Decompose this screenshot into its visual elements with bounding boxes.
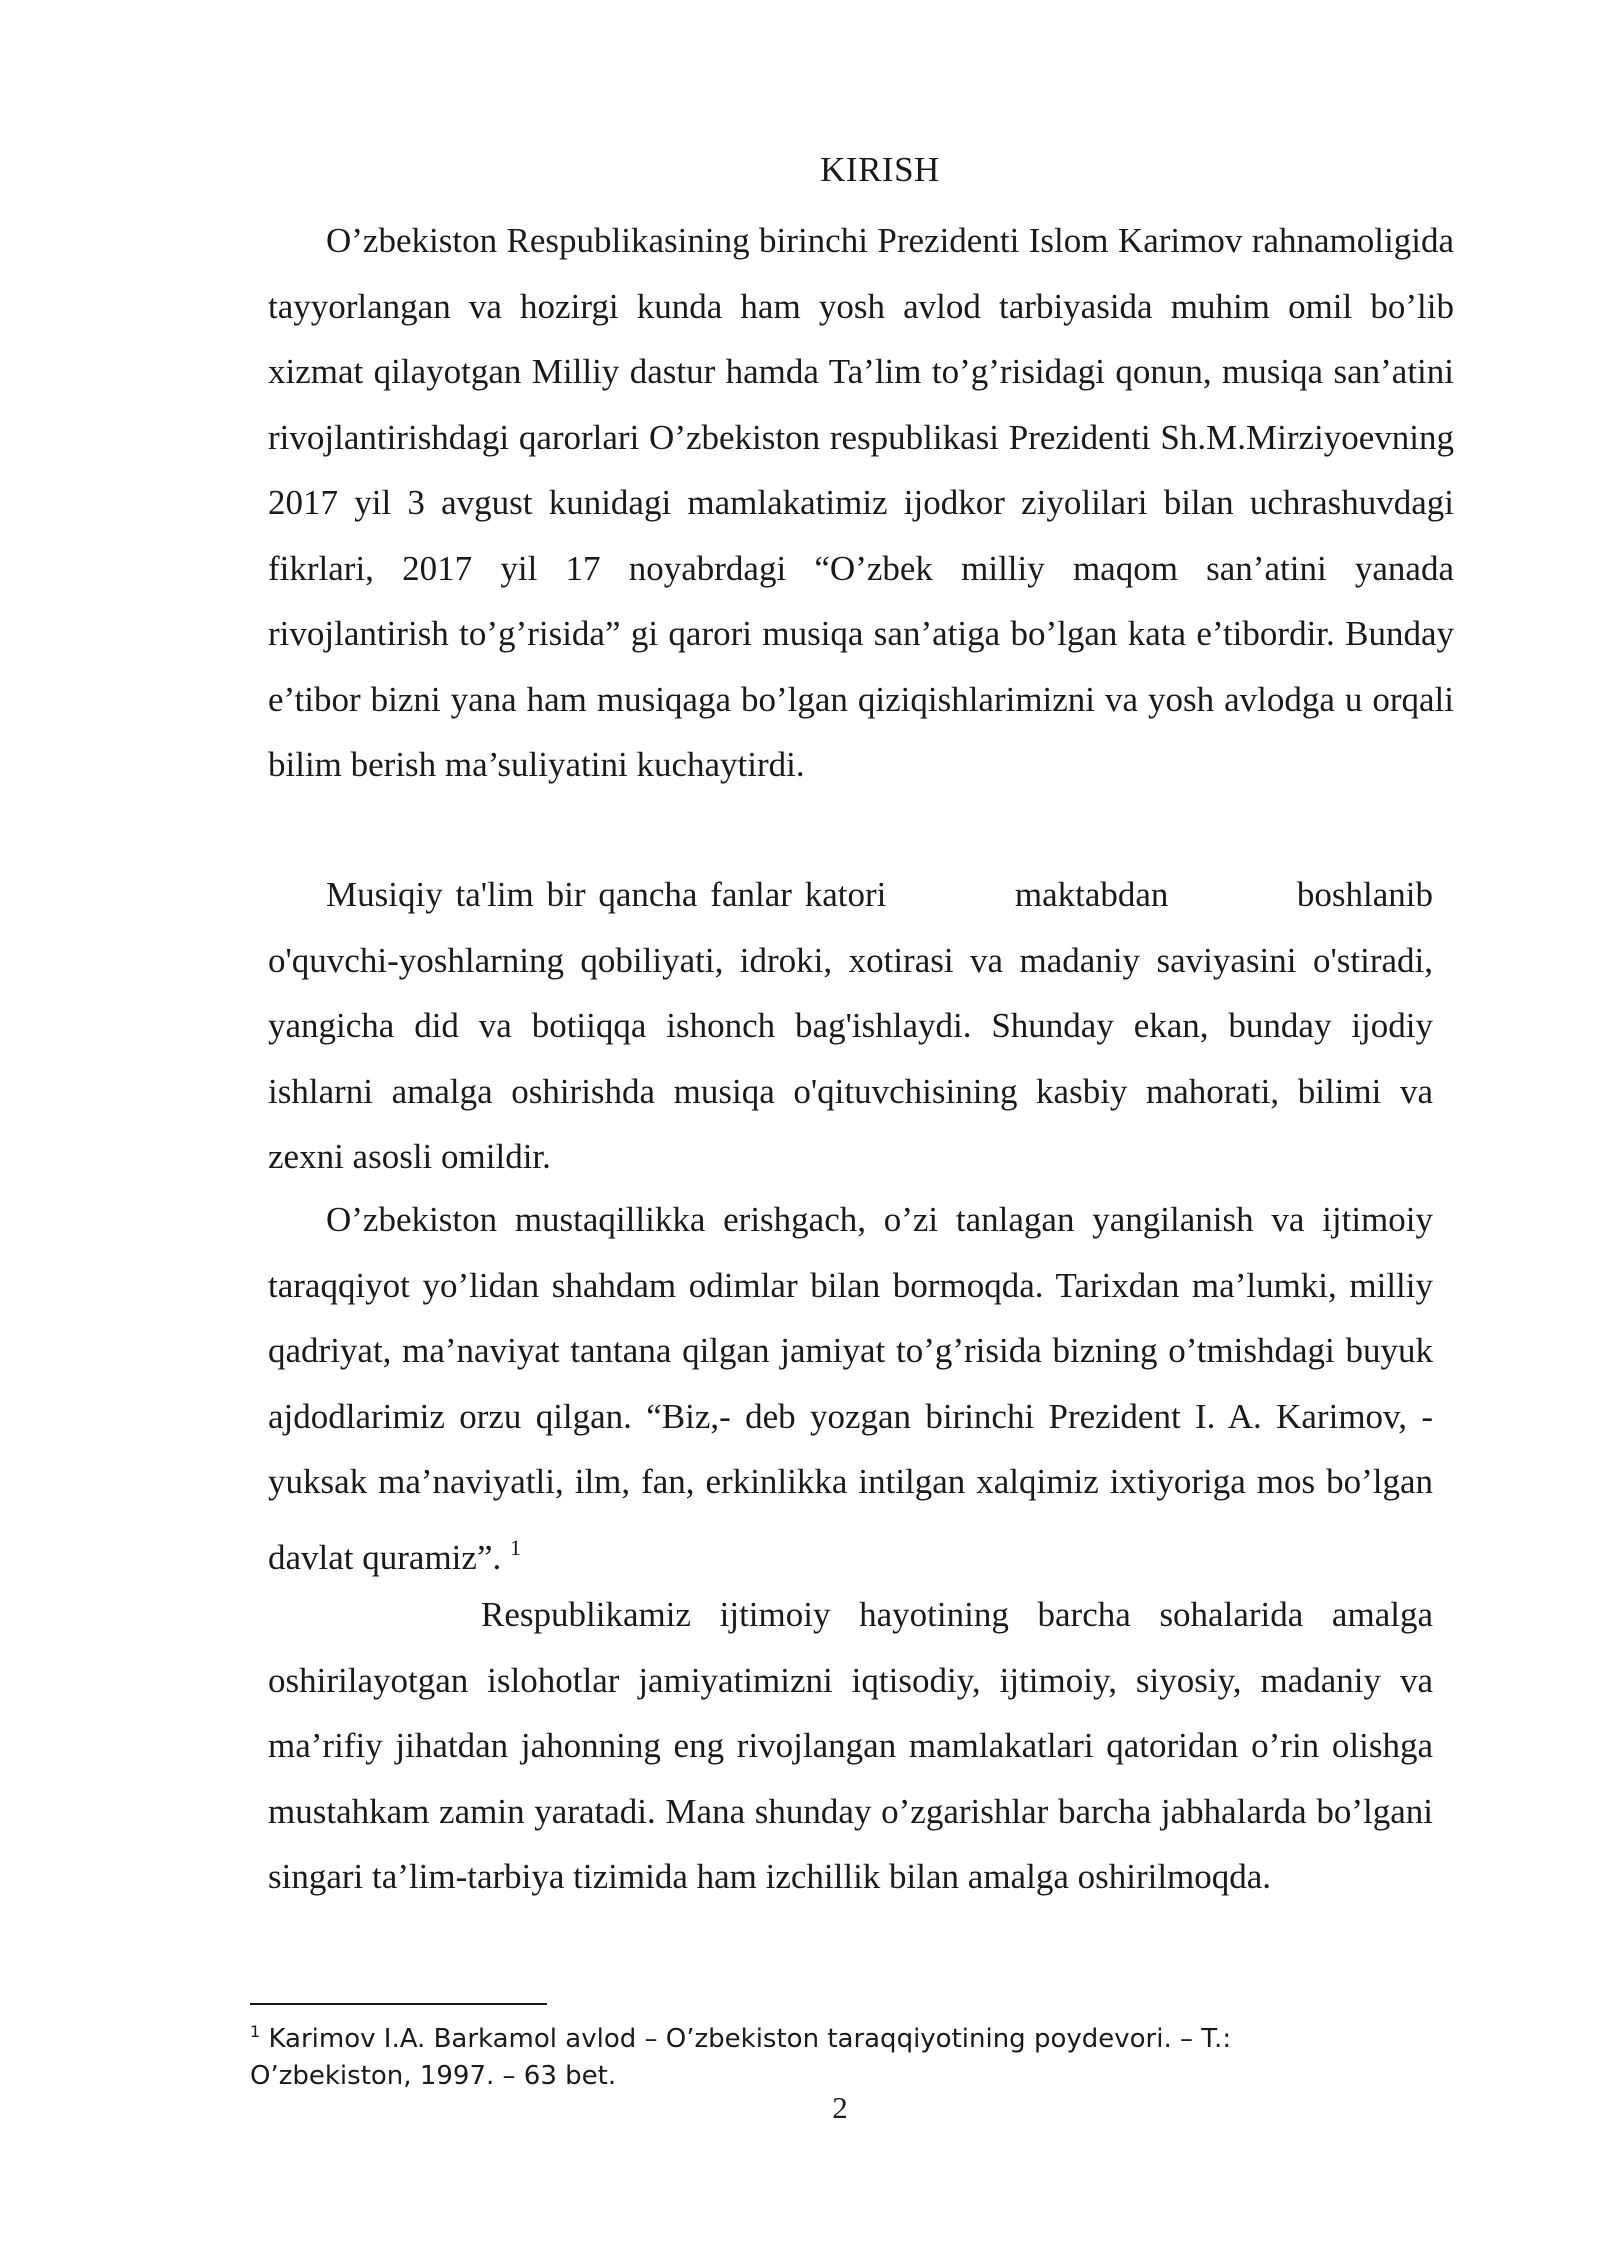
paragraph-text: Respublikamiz ijtimoiy hayotining barcha sohalarida amalga oshirilayotgan islohotlar jamiyatimizni iqtisodiy, ijtimoiy, siyosiy, madaniy va ma’rifiy jihatdan jahonning eng rivojlangan mamlakatlari qatoridan o’rin olishga mustahkam zamin yaratadi. Mana shunday o’zgarishlar barcha jabhalarda bo’lgani singari ta’lim-tarbiya tizimida ham izchillik bilan amalga oshirilmoqda. [268,1595,1433,1896]
paragraph-1 [268,208,1454,798]
paragraph-text: Musiqiy ta'lim bir qancha fanlar katori maktabdan boshlanib o'quvchi-yoshlarning qobiliyati, idroki, xotirasi va madaniy saviyasini o'stiradi, yangicha did va botiiqqa ishonch bag'ishlaydi. Shunday ekan, bunday ijodiy ishlarni amalga oshirishda musiqa o'qituvchisining kasbiy mahorati, bilimi va zexni asosli omildir. [268,875,1442,1176]
footnote-text: Karimov I.A. Barkamol avlod – O’zbekiston taraqqiyotining poydevori. – T.: O’zbekiston, 1997. – 63 bet. [250,2024,1232,2091]
footnote-marker: 1 [250,2022,261,2041]
paragraph-4 [268,1582,1433,1910]
paragraph-text: O’zbekiston Respublikasining birinchi Prezidenti Islom Karimov rahnamoligida tayyorlangan va hozirgi kunda ham yosh avlod tarbiyasida muhim omil bo’lib xizmat qilayotgan Milliy dastur hamda Ta’lim to’g’risidagi qonun, musiqa san’atini rivojlantirishdagi qarorlari O’zbekiston respublikasi Prezidenti Sh.M.Mirziyoevning 2017 yil 3 avgust kunidagi mamlakatimiz ijodkor ziyolilari bilan uchrashuvdagi fikrlari, 2017 yil 17 noyabrdagi “O’zbek milliy maqom san’atini yanada rivojlantirish to’g’risida” gi qarori musiqa san’atiga bo’lgan kata e’tibordir. Bunday e’tibor bizni yana ham musiqaga bo’lgan qiziqishlarimizni va yosh avlodga u orqali bilim berish ma’suliyatini kuchaytirdi. [268,221,1454,784]
paragraph-text [268,1187,1433,1590]
section-heading: KIRISH [820,150,940,189]
paragraph-text-content: O’zbekiston mustaqillikka erishgach, o’zi tanlagan yangilanish va ijtimoiy taraqqiyot yo’lidan shahdam odimlar bilan bormoqda. Tarixdan ma’lumki, milliy qadriyat, ma’naviyat tantana qilgan jamiyat to’g’risida bizning o’tmishdagi buyuk ajdodlarimiz orzu qilgan. “Biz,- deb yozgan birinchi Prezident I. A. Karimov, - yuksak ma’naviyatli, ilm, fan, erkinlikka intilgan xalqimiz ixtiyoriga mos bo’lgan davlat quramiz”. [268,1200,1433,1577]
footnote-separator [250,2003,547,2005]
page-number: 2 [832,2090,848,2125]
footnote [250,2013,1400,2095]
footnote-reference[interactable]: 1 [509,1534,521,1560]
paragraph-3 [268,1187,1433,1590]
paragraph-2 [268,862,1442,1190]
